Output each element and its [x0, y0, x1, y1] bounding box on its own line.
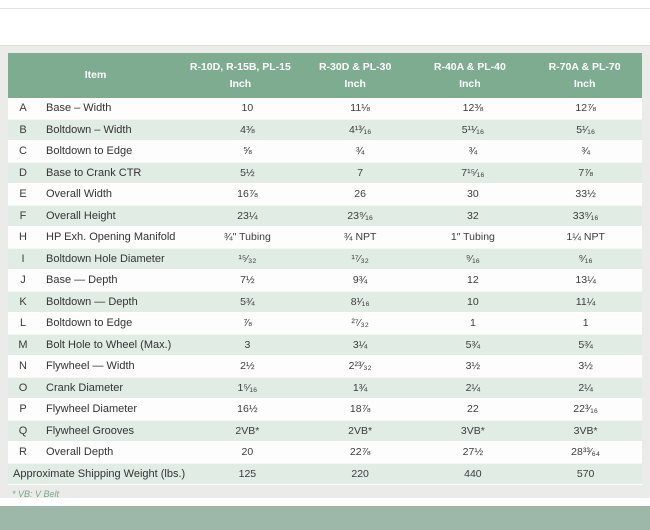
value-cell: 7¹⁵⁄₁₆: [461, 166, 485, 179]
value-cell: 33½: [575, 188, 596, 201]
table-row: [8, 141, 642, 163]
table-row: [8, 292, 642, 314]
value-cell: 3½: [465, 360, 481, 373]
row-letter: A: [19, 102, 27, 115]
spec-table: [8, 53, 642, 499]
value-cell: 11¼: [575, 295, 596, 308]
value-cell: 32: [467, 209, 479, 222]
value-cell: ¾ NPT: [343, 231, 377, 244]
table-row: [8, 313, 642, 335]
row-letter: O: [18, 381, 28, 394]
value-cell: ⁹⁄₁₆: [578, 252, 593, 265]
value-cell: 22⅞: [349, 446, 371, 459]
value-cell: 7: [357, 166, 364, 179]
table-footer-row: [8, 464, 642, 486]
value-cell: 33⁹⁄₁₆: [572, 209, 599, 222]
value-cell: 5¾: [578, 338, 593, 351]
value-cell: 2½: [240, 360, 255, 373]
column-header-unit: Inch: [344, 77, 366, 90]
value-cell: 3¼: [352, 338, 368, 351]
table-row: [8, 270, 642, 292]
value-cell: 5¹¹⁄₁₆: [461, 123, 485, 136]
column-header-unit: Inch: [573, 77, 596, 90]
value-cell: 11⅛: [350, 102, 370, 115]
value-cell: 8¹⁄₁₆: [350, 295, 370, 308]
item-label: Overall Height: [46, 209, 116, 222]
value-cell: 20: [241, 446, 254, 459]
table-row: [8, 120, 642, 142]
value-cell: 18⅞: [349, 403, 371, 416]
column-header-model-2: [298, 53, 413, 98]
value-cell: 1¼ NPT: [566, 231, 605, 244]
value-cell: ¾" Tubing: [223, 231, 271, 244]
top-divider: [0, 8, 650, 9]
value-cell: 22: [467, 403, 479, 416]
column-header-label: R-70A & PL-70: [548, 61, 621, 74]
table-body: [8, 98, 642, 485]
value-cell: ⅞: [242, 317, 252, 330]
value-cell: 2VB*: [348, 424, 373, 437]
value-cell: 16½: [237, 403, 258, 416]
row-letter: J: [20, 274, 26, 287]
column-header-label: R-40A & PL-40: [433, 61, 506, 74]
value-cell: ¾: [355, 145, 365, 158]
table-header: [8, 53, 642, 98]
item-label: Flywheel Diameter: [46, 403, 138, 416]
column-header-unit: Inch: [459, 77, 481, 90]
table-row: [8, 335, 642, 357]
value-cell: 440: [464, 467, 482, 480]
value-cell: ²⁷⁄₃₂: [351, 317, 369, 330]
value-cell: ⁹⁄₁₆: [465, 252, 480, 265]
value-cell: 1¾: [352, 381, 368, 394]
item-label: Boltdown – Width: [46, 123, 132, 136]
row-letter: K: [19, 295, 27, 308]
row-letter: P: [19, 403, 27, 416]
value-cell: 12⅞: [575, 102, 596, 115]
value-cell: 1: [469, 317, 476, 330]
row-letter: N: [19, 360, 27, 373]
value-cell: 2¼: [578, 381, 593, 394]
column-header-label: Item: [84, 69, 107, 82]
item-label: Base to Crank CTR: [46, 166, 142, 179]
value-cell: 4¹³⁄₁₆: [348, 123, 372, 136]
value-cell: 10: [241, 102, 254, 115]
value-cell: 5¹⁄₁₆: [576, 123, 596, 136]
value-cell: ¾: [581, 145, 590, 158]
column-header-model-4: [527, 53, 642, 98]
item-label: Flywheel Grooves: [46, 424, 135, 437]
value-cell: 3½: [578, 360, 593, 373]
column-header-model-1: [183, 53, 298, 98]
table-row: [8, 356, 642, 378]
item-label: Boltdown to Edge: [46, 317, 133, 330]
row-letter: D: [19, 166, 27, 179]
value-cell: 7⅞: [578, 166, 593, 179]
row-letter: C: [19, 145, 27, 158]
item-label: Crank Diameter: [46, 381, 124, 394]
value-cell: 23⁹⁄₁₆: [347, 209, 373, 222]
row-letter: F: [19, 209, 27, 222]
value-cell: 2²³⁄₃₂: [348, 360, 372, 373]
value-cell: 9¾: [352, 274, 368, 287]
value-cell: 5¾: [240, 295, 255, 308]
value-cell: 12⅜: [462, 102, 484, 115]
table-row: [8, 399, 642, 421]
table-row: [8, 184, 642, 206]
table-row: [8, 227, 642, 249]
content-panel: [0, 45, 650, 498]
footnote: * VB: V Belt: [12, 489, 60, 499]
row-letter: I: [21, 252, 25, 265]
value-cell: 220: [351, 467, 369, 480]
row-letter: M: [18, 338, 28, 351]
value-cell: 7½: [240, 274, 255, 287]
item-label: Flywheel — Width: [46, 360, 135, 373]
item-label: Overall Width: [46, 188, 113, 201]
item-label: Boltdown — Depth: [46, 295, 138, 308]
table-row: [8, 206, 642, 228]
item-label: Boltdown to Edge: [46, 145, 133, 158]
row-letter: B: [19, 123, 27, 136]
item-label: Boltdown Hole Diameter: [46, 252, 165, 265]
row-letter: L: [19, 317, 27, 330]
value-cell: 27½: [462, 446, 484, 459]
value-cell: 1: [582, 317, 589, 330]
value-cell: 10: [467, 295, 479, 308]
item-label: Base – Width: [46, 102, 112, 115]
value-cell: 4⅜: [240, 123, 255, 136]
value-cell: 3: [244, 338, 251, 351]
item-label: Bolt Hole to Wheel (Max.): [46, 338, 172, 351]
table-row: [8, 98, 642, 120]
item-label: Base — Depth: [46, 274, 118, 287]
value-cell: 16⅞: [237, 188, 258, 201]
value-cell: 13¼: [575, 274, 596, 287]
column-header-unit: Inch: [229, 77, 252, 90]
value-cell: ⅝: [242, 145, 252, 158]
column-header-label: R-30D & PL-30: [318, 61, 392, 74]
value-cell: 30: [467, 188, 479, 201]
row-letter: E: [19, 188, 27, 201]
value-cell: 125: [238, 467, 257, 480]
table-row: [8, 421, 642, 443]
column-header-item: [8, 53, 183, 98]
value-cell: 23¼: [237, 209, 258, 222]
value-cell: 5¾: [465, 338, 481, 351]
value-cell: 2VB*: [235, 424, 260, 437]
row-letter: R: [19, 446, 27, 459]
value-cell: 2¼: [465, 381, 481, 394]
table-row: [8, 163, 642, 185]
value-cell: 5½: [240, 166, 255, 179]
footer-label: Approximate Shipping Weight (lbs.): [13, 467, 186, 480]
table-row: [8, 249, 642, 271]
item-label: HP Exh. Opening Manifold: [46, 231, 176, 244]
value-cell: 570: [576, 467, 595, 480]
value-cell: 3VB*: [573, 424, 598, 437]
value-cell: 1⁵⁄₁₆: [237, 381, 258, 394]
value-cell: 1" Tubing: [450, 231, 495, 244]
value-cell: ¾: [468, 145, 478, 158]
table-row: [8, 378, 642, 400]
bottom-bar: [0, 506, 650, 530]
column-header-model-3: [413, 53, 528, 98]
value-cell: 12: [467, 274, 479, 287]
row-letter: H: [19, 231, 27, 244]
row-letter: Q: [18, 424, 28, 437]
column-header-label: R-10D, R-15B, PL-15: [189, 61, 291, 74]
value-cell: ¹⁷⁄₃₂: [351, 252, 369, 265]
value-cell: 28³³⁄₆₄: [571, 446, 601, 459]
item-label: Overall Depth: [46, 446, 114, 459]
table-row: [8, 442, 642, 464]
value-cell: 26: [354, 188, 366, 201]
value-cell: 22³⁄₁₆: [573, 403, 598, 416]
value-cell: ¹⁵⁄₃₂: [238, 252, 257, 265]
value-cell: 3VB*: [460, 424, 485, 437]
